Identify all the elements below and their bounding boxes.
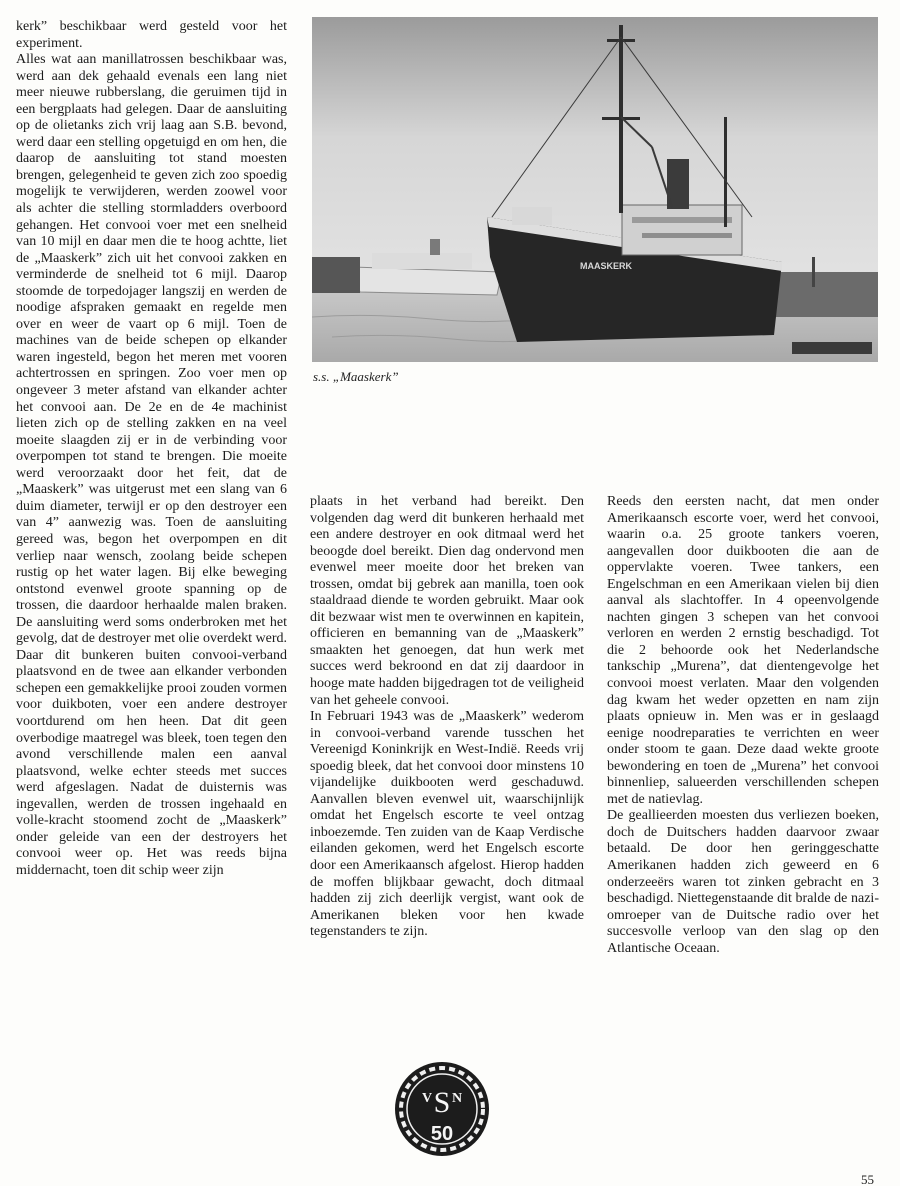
paragraph: Reeds den eersten nacht, dat men onder Amerikaansch escorte voer, werd het convooi, waarin o.a. 25 groote tankers voeren, aangevallen door duikbooten die aan de oppervlakte voeren. Twee tankers, een Engelschman en een Amerikaan vielen bij dien aanval als slachtoffer. In 4 opeenvolgende nachten gingen 3 schepen van het convooi verloren en werden 2 ernstig beschadigd. Tot die 2 behoorde ook het Nederlandsche tankschip „Murena”, dat dientengevolge het convooi moest verlaten. Maar den volgenden dag kwam het weder opzetten en nam zijn plaats opnieuw in. Men was er in geslaagd eenige noodreparaties te verrichten en weer onder stoom te gaan. Deze daad wekte groote bewondering en toen de „Murena” het convooi binnenliep, salueerden verschillenden schepen met de natievlag. (607, 494, 879, 807)
logo-letter-n: N (451, 1091, 463, 1106)
hull-name: MAASKERK (580, 261, 633, 271)
paragraph: plaats in het verband had bereikt. Den volgenden dag werd dit bunkeren herhaald met een andere destroyer en ook ditmaal werd het beoogde doel bereikt. Dien dag ondervond men evenwel meer moeite door het breken van trossen, omdat bij gebrek aan manilla, toen ook staaldraad diende te worden gebruikt. Maar ook dit bezwaar wist men te overwinnen en kapitein, officieren en bemanning van de „Maaskerk” smaakten het genoegen, dat hun werk met succes werd bekroond en dat zij daardoor in hooge mate hadden bijgedragen tot de veiligheid van het geheele convooi. (310, 494, 584, 708)
logo-number: 50 (430, 1123, 454, 1145)
paragraph: In Februari 1943 was de „Maaskerk” wederom in convooi-verband varende tusschen het Vereenigd Koninkrijk en West-Indië. Reeds vrij spoedig bleek, dat het convooi door minstens 10 vijandelijke duikbooten werd geschaduwd. Aanvallen bleven evenwel uit, waarschijnlijk omdat het Engelsch escorte te veel ontzag inboezemde. Ten zuiden van de Kaap Verdische eilanden gekomen, werd het Engelsch escorte door een Amerikaansch afgelost. Hierop hadden de moffen blijkbaar gewacht, doch ditmaal hadden zij zich deerlijk vergist, want ook de Amerikanen bleken voor hen kwade tegenstanders te zijn. (310, 709, 584, 940)
vns-50-emblem-logo (393, 1060, 491, 1158)
paragraph: Alles wat aan manillatrossen beschikbaar was, werd aan dek gehaald evenals een lang niet meer nieuwe rubberslang, die geruimen tijd in een bergplaats had gelegen. Daar de aansluiting op de olietanks zich vrij laag aan S.B. bevond, werd daar een stelling opgetuigd en om hen, die daarop de aansluiting tot stand moesten brengen, gelegenheid te geven zich zoo spoedig mogelijk te verwijderen, werden zoowel voor als achter die stelling stormladders overboord gehangen. Het convooi voer met een snelheid van 10 mijl en daar men die te hoog achtte, liet de „Maaskerk” zich uit het convooi zakken en verminderde de snelheid tot 6 mijl. Daarop stoomde de torpedojager langszij en werden de noodige afspraken gemaakt en regelde men over en weer de vaart op 6 mijl. Toen de machines van de beide schepen op elkander waren ingesteld, begon het meren met vooren achtertrossen en springen. Zoo voer men op ongeveer 3 meter afstand van elkander achter het convooi aan. De 2e en de 4e machinist lieten zich op de stelling zakken en na veel moeite slaagden zij er in de verbinding voor overpompen tot stand te brengen. Die moeite werd veroorzaakt door het feit, dat de „Maaskerk” was uitgerust met een slang van 6 duim diameter, terwijl er op den destroyer een van 4” aanwezig was. Toen de aansluiting gereed was, begon het overpompen en dit verliep naar wensch, zoolang beide schepen rustig op het water lagen. Bij elke beweging ontstond evenwel groote spanning op de trossen, die daardoor herhaalde malen braken. De aansluiting werd soms onderbroken met het gevolg, dat de destroyer met olie overdekt werd. Daar dit bunkeren buiten convooi-verband plaatsvond en de twee aan elkander verbonden schepen een gemakkelijke prooi zouden vormen voor duikboten, voer een andere destroyer voortdurend om hen heen. Dat dit geen overbodige maatregel was bleek, toen tegen den avond verschillende malen een aanval plaatsvond, welke echter steeds met succes werd afgeslagen. Nadat de duisternis was ingevallen, werden de trossen ingehaald en volle-kracht stoomend zocht de „Maaskerk” onder geleide van een der destroyers het convooi weer op. Het was reeds bijna middernacht, toen dit schip weer zijn (16, 52, 287, 878)
page-number: 55 (861, 1172, 874, 1187)
text-column-2 (310, 494, 584, 941)
paragraph: kerk” beschikbaar werd gesteld voor het experiment. (16, 19, 287, 51)
paragraph: De geallieerden moesten dus verliezen boeken, doch de Duitschers hadden daarvoor zwaar betaald. De door hen geringgeschatte Amerikanen hadden zich geweerd en 6 onderzeeërs waren tot zinken gebracht en 3 beschadigd. Niettegenstaande dit bralde de nazi-omroeper van de Duitsche radio over het succesvolle verloop van den slag op den Atlantische Oceaan. (607, 808, 879, 956)
logo-letter-v: V (421, 1091, 433, 1106)
ship-photo (312, 17, 878, 362)
photo-caption: s.s. „Maaskerk” (313, 369, 399, 384)
text-column-1 (16, 19, 287, 879)
text-column-3 (607, 494, 879, 957)
logo-letter-s: S (433, 1086, 451, 1119)
